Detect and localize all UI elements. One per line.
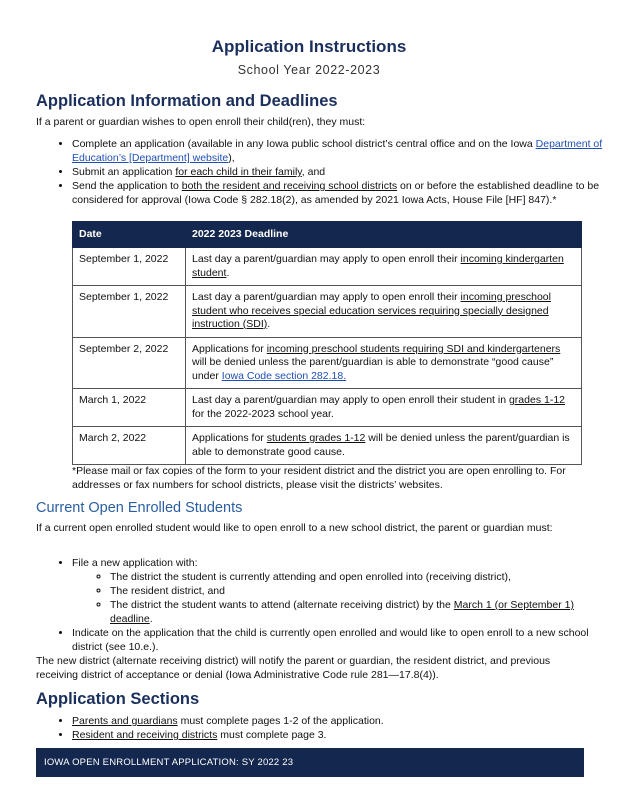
list-item: • Send the application to both the resident and receiving school districts on or before the established deadline to be considered for approval (Iowa Code § 282.18(2), as amended by 2021 Iowa Acts, House File [HF] 847).* [72,179,612,207]
sub-list-item: ◦ The district the student wants to attend (alternate receiving district) by the March 1 (or September 1) deadline. [110,598,612,626]
current-students-list [36,556,612,654]
table-cell-date: March 2, 2022 [73,427,186,465]
section-heading-application-sections: Application Sections [36,690,200,708]
list-item: • Indicate on the application that the child is currently open enrolled and would like to open enroll to a new school district (see 10.e.). [72,626,612,654]
sub-list-item: ◦ The district the student is currently attending and open enrolled into (receiving district), [110,570,612,584]
iowa-code-link[interactable]: Iowa Code section 282.18. [221,369,347,382]
table-cell-deadline: Last day a parent/guardian may apply to open enroll their incoming preschool student who receives special education services requiring specially designed instruction (SDI). [186,286,582,338]
requirements-list [36,137,612,207]
section-heading-deadlines: Application Information and Deadlines [36,92,338,110]
table-cell-date: September 1, 2022 [73,248,186,286]
table-cell-date: March 1, 2022 [73,389,186,427]
department-website-link[interactable]: Department of Education’s [Department] website [72,138,603,164]
column-header-date: Date [73,222,186,248]
table-row [73,337,582,389]
table-cell-date: September 2, 2022 [73,337,186,389]
list-item: • File a new application with: ◦ The district the student is currently attending and open enrolled into (receiving district), ◦ The resident district, and ◦ The district the student wants to attend (alternate receiving district) by the March 1 (or September 1) deadline. [72,556,612,626]
table-row [73,389,582,427]
page-title: Application Instructions [211,37,407,56]
table-cell-deadline: Last day a parent/guardian may apply to open enroll their student in grades 1-12 for the 2022-2023 school year. [186,389,582,427]
sub-list [72,570,612,626]
table-row [73,248,582,286]
mailing-note: *Please mail or fax copies of the form to your resident district and the district you are open enrolling to. For addresses or fax numbers for school districts, please visit the districts’ websites. [72,465,566,491]
sub-list-item: ◦ The resident district, and [110,584,612,598]
table-cell-deadline: Applications for students grades 1-12 will be denied unless the parent/guardian is able to demonstrate good cause. [186,427,582,465]
application-sections-list [36,714,612,742]
table-header-row [73,222,582,248]
list-item: • Submit an application for each child in their family, and [72,165,612,179]
notification-paragraph: The new district (alternate receiving district) will notify the parent or guardian, the resident district, and previous receiving district of acceptance or denial (Iowa Administrative Code rule 281—17.8(4)). [36,655,551,681]
table-cell-deadline: Applications for incoming preschool students requiring SDI and kindergarteners will be denied unless the parent/guardian is able to demonstrate “good cause” under Iowa Code section 282.18. [186,337,582,389]
footer-text: IOWA OPEN ENROLLMENT APPLICATION: SY 2022 23 [44,757,294,768]
list-item: • Parents and guardians must complete pages 1-2 of the application. [72,714,612,728]
footer-bar [36,748,584,777]
current-students-intro: If a current open enrolled student would like to open enroll to a new school district, the parent or guardian must: [36,522,553,534]
table-cell-date: September 1, 2022 [73,286,186,338]
table-row [73,427,582,465]
section-heading-current-students: Current Open Enrolled Students [36,500,243,516]
deadlines-table [72,221,582,465]
table-cell-deadline: Last day a parent/guardian may apply to open enroll their incoming kindergarten student. [186,248,582,286]
page-subtitle: School Year 2022-2023 [237,63,381,77]
table-row [73,286,582,338]
list-item: • Complete an application (available in any Iowa public school district’s central office and on the Iowa Department of Education’s [Department] website), [72,137,612,165]
intro-paragraph: If a parent or guardian wishes to open enroll their child(ren), they must: [36,116,366,128]
list-item: • Resident and receiving districts must complete page 3. [72,728,612,742]
column-header-deadline: 2022 2023 Deadline [186,222,582,248]
